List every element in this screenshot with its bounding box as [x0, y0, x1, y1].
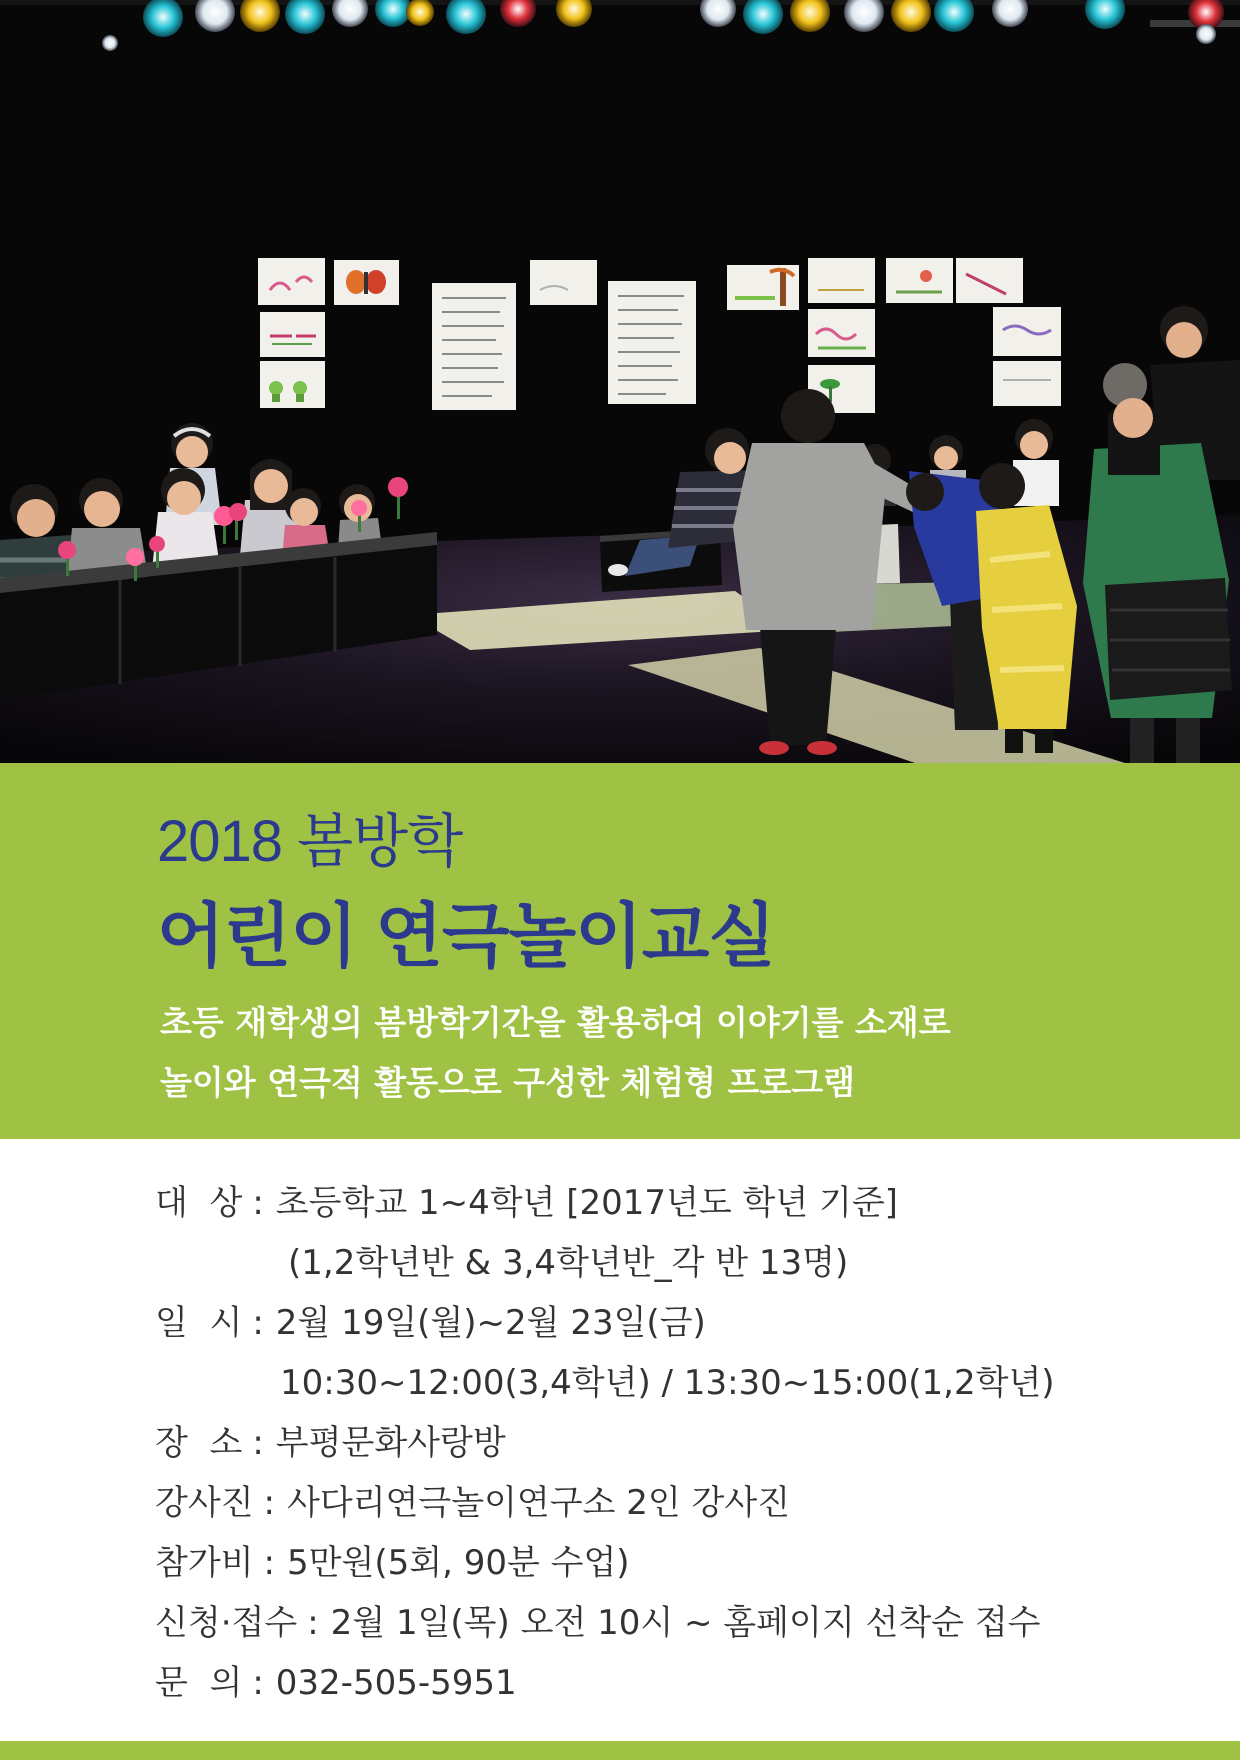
detail-label: 대 상	[155, 1183, 243, 1223]
title-program: 어린이 연극놀이교실	[157, 897, 776, 975]
detail-label: 문 의	[155, 1663, 243, 1703]
stage-light	[1196, 24, 1216, 44]
detail-row-registration	[155, 1593, 1215, 1653]
drawing-sheet	[530, 260, 597, 305]
stage-light	[102, 35, 118, 51]
drawing-sheet	[956, 258, 1023, 303]
detail-row-contact	[155, 1653, 1215, 1713]
detail-value: 2월 19일(월)~2월 23일(금)	[275, 1303, 706, 1343]
drawing-sheet	[993, 361, 1061, 406]
stage-photo	[0, 0, 1240, 763]
intro-line-2: 놀이와 연극적 활동으로 구성한 체험형 프로그램	[160, 1063, 856, 1102]
program-details	[155, 1173, 1215, 1713]
detail-separator: :	[252, 1183, 264, 1223]
detail-separator: :	[252, 1303, 264, 1343]
drawing-sheet	[808, 258, 875, 303]
detail-separator: :	[263, 1543, 276, 1583]
detail-label: 강사진	[155, 1483, 254, 1523]
title-band	[0, 763, 1240, 1139]
detail-label: 일 시	[155, 1303, 243, 1343]
drawing-sheet-butterfly	[334, 260, 399, 305]
drawing-sheet	[886, 258, 953, 303]
detail-separator: :	[252, 1663, 264, 1703]
detail-note-schedule: 10:30~12:00(3,4학년) / 13:30~15:00(1,2학년)	[280, 1363, 1055, 1403]
detail-label: 장 소	[155, 1423, 243, 1463]
detail-row-schedule	[155, 1293, 1215, 1353]
drawing-sheet	[808, 309, 875, 357]
drawing-sheet-text	[432, 283, 516, 410]
drawing-sheet-text	[608, 281, 696, 404]
detail-row-instructors	[155, 1473, 1215, 1533]
detail-separator: :	[263, 1483, 276, 1523]
drawing-sheet-tree	[727, 265, 799, 310]
detail-value: 5만원(5회, 90분 수업)	[287, 1543, 630, 1583]
title-season: 2018 봄방학	[157, 809, 463, 874]
detail-row-fee	[155, 1533, 1215, 1593]
detail-separator: :	[307, 1603, 319, 1643]
drawing-sheet	[260, 312, 325, 357]
bottom-accent-strip	[0, 1741, 1240, 1760]
intro-line-1: 초등 재학생의 봄방학기간을 활용하여 이야기를 소재로	[160, 1003, 951, 1042]
detail-value: 초등학교 1~4학년 [2017년도 학년 기준]	[275, 1183, 898, 1223]
detail-row-target	[155, 1173, 1215, 1233]
detail-separator: :	[252, 1423, 264, 1463]
detail-value: 032-505-5951	[275, 1663, 517, 1703]
drawing-sheet	[260, 361, 325, 408]
detail-value: 사다리연극놀이연구소 2인 강사진	[287, 1483, 791, 1523]
drawing-sheet	[993, 307, 1061, 356]
detail-value: 2월 1일(목) 오전 10시 ~ 홈페이지 선착순 접수	[330, 1603, 1041, 1643]
drawing-sheet	[258, 258, 325, 305]
detail-note-target: (1,2학년반 & 3,4학년반_각 반 13명)	[288, 1243, 849, 1283]
detail-value: 부평문화사랑방	[275, 1423, 506, 1463]
detail-label: 신청·접수	[155, 1603, 298, 1643]
detail-row-venue	[155, 1413, 1215, 1473]
detail-label: 참가비	[155, 1543, 254, 1583]
